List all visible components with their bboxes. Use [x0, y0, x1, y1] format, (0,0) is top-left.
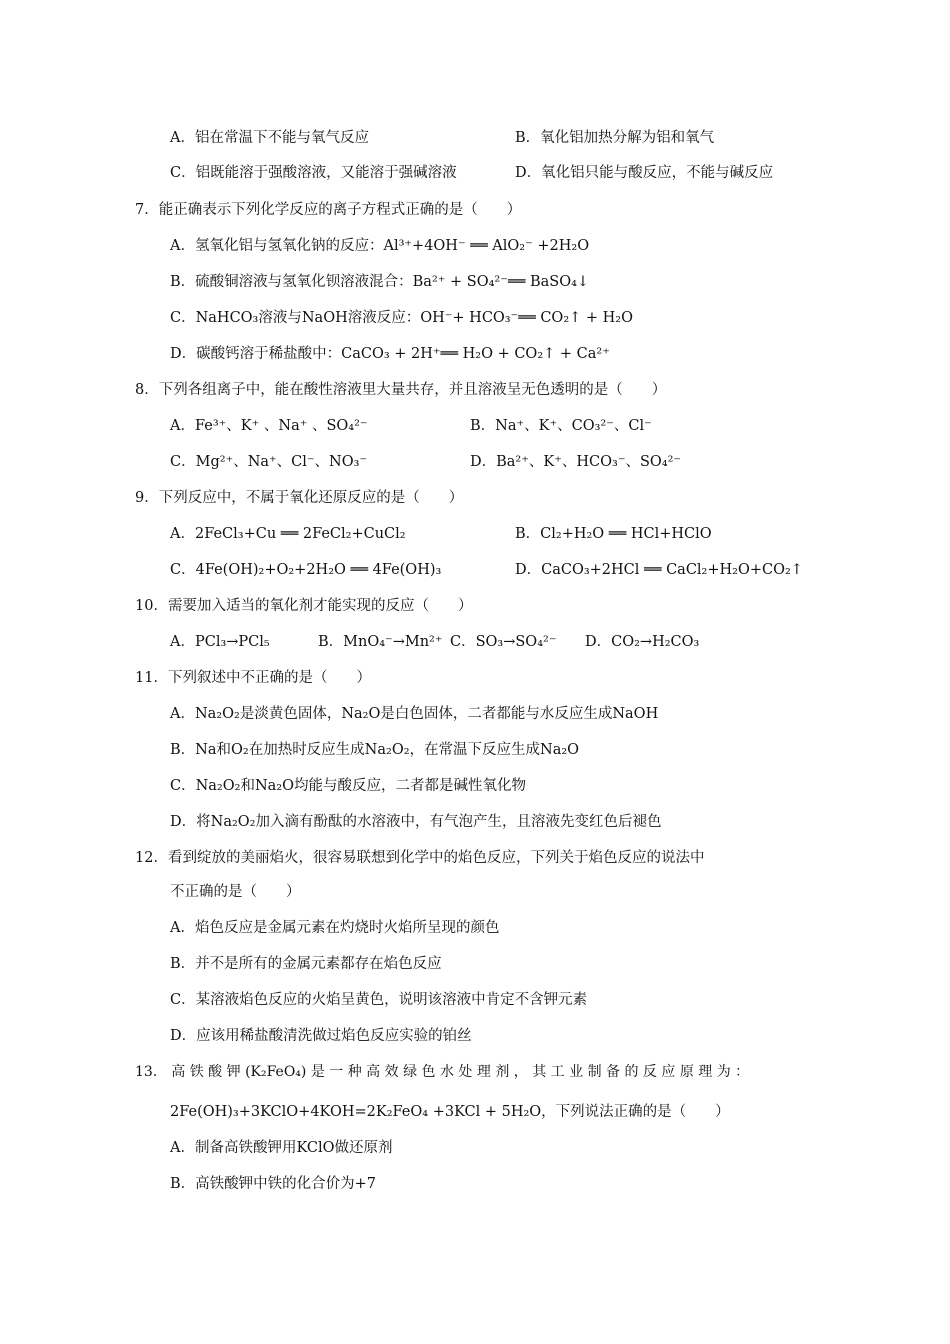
q9-option-b: B．Cl₂+H₂O ══ HCl+HClO — [515, 526, 712, 542]
question-8: 8．下列各组离子中，能在酸性溶液里大量共存，并且溶液呈无色透明的是（ ） — [135, 382, 667, 398]
q11-option-b: B．Na和O₂在加热时反应生成Na₂O₂，在常温下反应生成Na₂O — [170, 742, 580, 758]
q9-option-c: C．4Fe(OH)₂+O₂+2H₂O ══ 4Fe(OH)₃ — [170, 562, 442, 578]
q8-option-d: D．Ba²⁺、K⁺、HCO₃⁻、SO₄²⁻ — [470, 454, 682, 470]
q7-option-a: A．氢氧化铝与氢氧化钠的反应：Al³⁺+4OH⁻ ══ AlO₂⁻ +2H₂O — [170, 238, 590, 254]
q10-option-b: B．MnO₄⁻→Mn²⁺ — [318, 634, 443, 650]
q13-option-b: B．高铁酸钾中铁的化合价为+7 — [170, 1176, 377, 1192]
question-7: 7．能正确表示下列化学反应的离子方程式正确的是（ ） — [135, 202, 522, 218]
q11-option-a: A．Na₂O₂是淡黄色固体，Na₂O是白色固体，二者都能与水反应生成NaOH — [170, 706, 659, 722]
q6-option-d: D．氧化铝只能与酸反应，不能与碱反应 — [515, 165, 774, 181]
question-13-equation: 2Fe(OH)₃+3KClO+4KOH=2K₂FeO₄ +3KCl + 5H₂O，下列说法正确的是（ ） — [170, 1104, 730, 1120]
question-12: 12．看到绽放的美丽焰火，很容易联想到化学中的焰色反应，下列关于焰色反应的说法中 — [135, 850, 705, 866]
question-12-continued: 不正确的是（ ） — [170, 884, 301, 900]
question-13: 13． 高 铁 酸 钾 (K₂FeO₄) 是 一 种 高 效 绿 色 水 处 理 剂 ， 其 工 业 制 备 的 反 应 原 理 为 ： — [135, 1064, 750, 1080]
q11-option-c: C．Na₂O₂和Na₂O均能与酸反应，二者都是碱性氧化物 — [170, 778, 526, 794]
q7-option-b: B．硫酸铜溶液与氢氧化钡溶液混合：Ba²⁺ + SO₄²⁻══ BaSO₄↓ — [170, 274, 590, 290]
q12-option-b: B．并不是所有的金属元素都存在焰色反应 — [170, 956, 442, 972]
q8-option-a: A．Fe³⁺、K⁺ 、Na⁺ 、SO₄²⁻ — [170, 418, 368, 434]
q11-option-d: D．将Na₂O₂加入滴有酚酞的水溶液中，有气泡产生，且溶液先变红色后褪色 — [170, 814, 662, 830]
q6-option-c: C．铝既能溶于强酸溶液，又能溶于强碱溶液 — [170, 165, 457, 181]
q12-option-d: D．应该用稀盐酸清洗做过焰色反应实验的铂丝 — [170, 1028, 472, 1044]
q12-option-c: C．某溶液焰色反应的火焰呈黄色，说明该溶液中肯定不含钾元素 — [170, 992, 588, 1008]
q10-option-a: A．PCl₃→PCl₅ — [170, 634, 270, 650]
question-10: 10．需要加入适当的氧化剂才能实现的反应（ ） — [135, 598, 473, 614]
q12-option-a: A．焰色反应是金属元素在灼烧时火焰所呈现的颜色 — [170, 920, 500, 936]
q8-option-b: B．Na⁺、K⁺、CO₃²⁻、Cl⁻ — [470, 418, 652, 434]
q9-option-a: A．2FeCl₃+Cu ══ 2FeCl₂+CuCl₂ — [170, 526, 406, 542]
q7-option-c: C．NaHCO₃溶液与NaOH溶液反应：OH⁻+ HCO₃⁻══ CO₂↑ + H₂O — [170, 310, 633, 326]
q6-option-b: B．氧化铝加热分解为铝和氧气 — [515, 130, 715, 146]
question-9: 9．下列反应中，不属于氧化还原反应的是（ ） — [135, 490, 464, 506]
q10-option-c: C．SO₃→SO₄²⁻ — [450, 634, 557, 650]
question-11: 11．下列叙述中不正确的是（ ） — [135, 670, 371, 686]
q10-option-d: D．CO₂→H₂CO₃ — [585, 634, 700, 650]
q13-option-a: A．制备高铁酸钾用KClO做还原剂 — [170, 1140, 393, 1156]
q7-option-d: D．碳酸钙溶于稀盐酸中：CaCO₃ + 2H⁺══ H₂O + CO₂↑ + Ca²⁺ — [170, 346, 610, 362]
q8-option-c: C．Mg²⁺、Na⁺、Cl⁻、NO₃⁻ — [170, 454, 368, 470]
q6-option-a: A．铝在常温下不能与氧气反应 — [170, 130, 369, 146]
q9-option-d: D．CaCO₃+2HCl ══ CaCl₂+H₂O+CO₂↑ — [515, 562, 803, 578]
